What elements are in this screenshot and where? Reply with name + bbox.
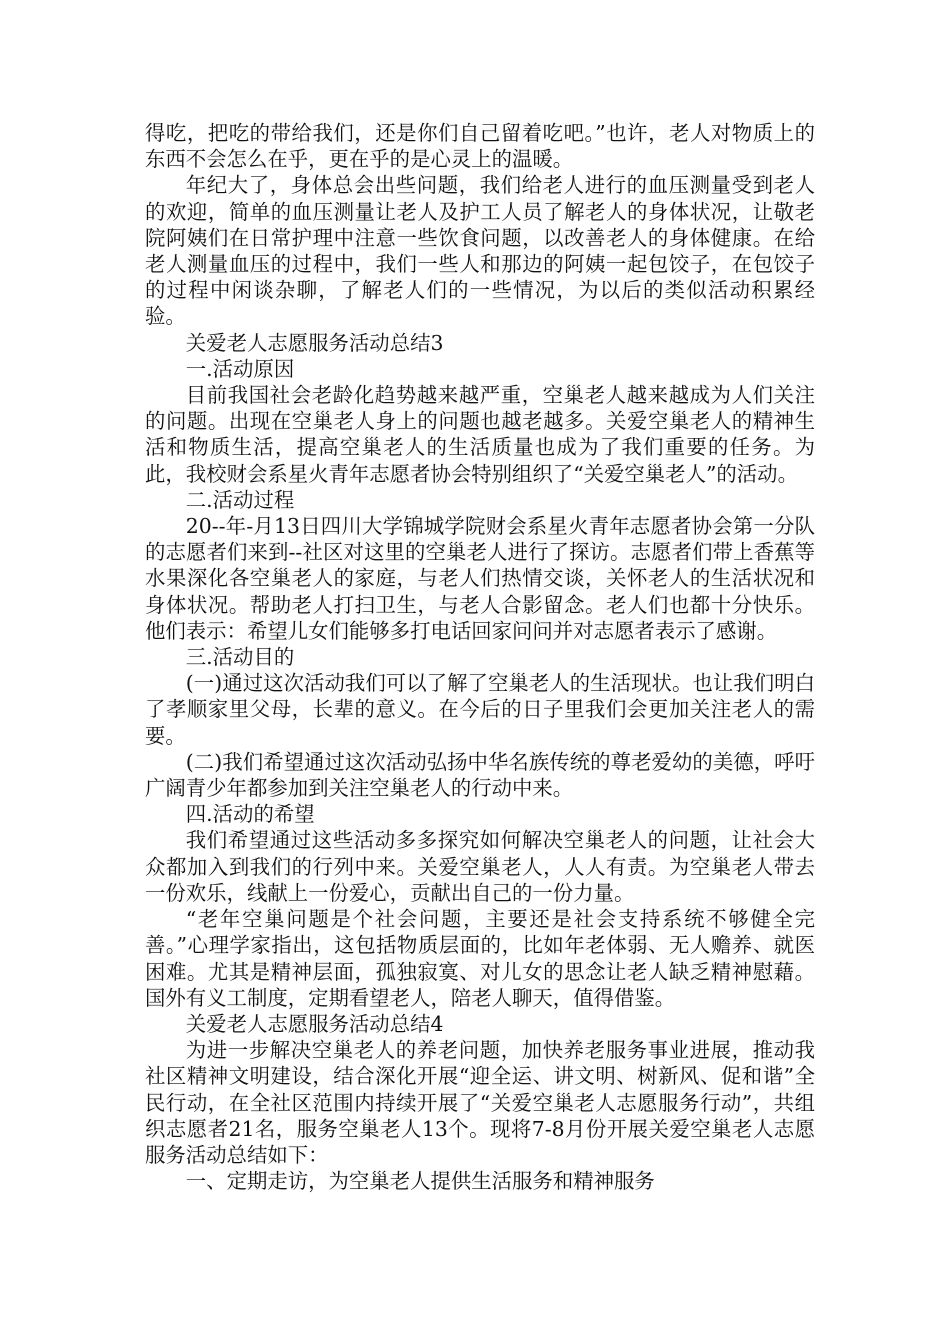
paragraph-continuation: 得吃，把吃的带给我们，还是你们自己留着吃吧。”也许，老人对物质上的东西不会怎么在乎，更在乎的是心灵上的温暖。: [145, 121, 815, 172]
paragraph-summary-4-intro: 为进一步解决空巢老人的养老问题，加快养老服务事业进展，推动我社区精神文明建设，结合深化开展“迎全运、讲文明、树新风、促和谐”全民行动，在全社区范围内持续开展了“关爱空巢老人志愿服务行动”，共组织志愿者21名，服务空巢老人13个。现将7-8月份开展关爱空巢老人志愿服务活动总结如下：: [145, 1038, 815, 1167]
document-body: [145, 120, 815, 1194]
paragraph-activity-reason: 目前我国社会老龄化趋势越来越严重，空巢老人越来越成为人们关注的问题。出现在空巢老人身上的问题也越老越多。关爱空巢老人的精神生活和物质生活，提高空巢老人的生活质量也成为了我们重要的任务。为此，我校财会系星火青年志愿者协会特别组织了“关爱空巢老人”的活动。: [145, 383, 815, 486]
heading-activity-purpose: 三.活动目的: [185, 645, 295, 670]
paragraph-activity-process: 20--年-月13日四川大学锦城学院财会系星火青年志愿者协会第一分队的志愿者们来到--社区对这里的空巢老人进行了探访。志愿者们带上香蕉等水果深化各空巢老人的家庭，与老人们热情交谈，关怀老人的生活状况和身体状况。帮助老人打扫卫生，与老人合影留念。老人们也都十分快乐。他们表示：希望儿女们能够多打电话回家问问并对志愿者表示了感谢。: [145, 514, 815, 643]
heading-activity-hope: 四.活动的希望: [185, 802, 315, 827]
section-title-summary-3: 关爱老人志愿服务活动总结3: [185, 330, 444, 355]
section-title-summary-4: 关爱老人志愿服务活动总结4: [185, 1011, 444, 1036]
heading-regular-visits: 一、定期走访，为空巢老人提供生活服务和精神服务: [185, 1169, 655, 1194]
paragraph-blood-pressure: 年纪大了，身体总会出些问题，我们给老人进行的血压测量受到老人的欢迎，简单的血压测量让老人及护工人员了解老人的身体状况，让敬老院阿姨们在日常护理中注意一些饮食问题，以改善老人的身体健康。在给老人测量血压的过程中，我们一些人和那边的阿姨一起包饺子，在包饺子的过程中闲谈杂聊，了解老人们的一些情况，为以后的类似活动积累经验。: [145, 173, 815, 329]
paragraph-expert-quote: “老年空巢问题是个社会问题，主要还是社会支持系统不够健全完善。”心理学家指出，这包括物质层面的，比如年老体弱、无人赡养、就医困难。尤其是精神层面，孤独寂寞、对儿女的思念让老人缺乏精神慰藉。国外有义工制度，定期看望老人，陪老人聊天，值得借鉴。: [145, 907, 815, 1010]
heading-activity-reason: 一.活动原因: [185, 356, 295, 381]
heading-activity-process: 二.活动过程: [185, 487, 295, 512]
paragraph-purpose-2: (二)我们希望通过这次活动弘扬中华名族传统的尊老爱幼的美德，呼吁广阔青少年都参加到关注空巢老人的行动中来。: [145, 749, 815, 801]
paragraph-activity-hope: 我们希望通过这些活动多多探究如何解决空巢老人的问题，让社会大众都加入到我们的行列中来。关爱空巢老人，人人有责。为空巢老人带去一份欢乐，线献上一份爱心，贡献出自己的一份力量。: [145, 828, 815, 905]
paragraph-purpose-1: (一)通过这次活动我们可以了解了空巢老人的生活现状。也让我们明白了孝顺家里父母，长辈的意义。在今后的日子里我们会更加关注老人的需要。: [145, 671, 815, 748]
